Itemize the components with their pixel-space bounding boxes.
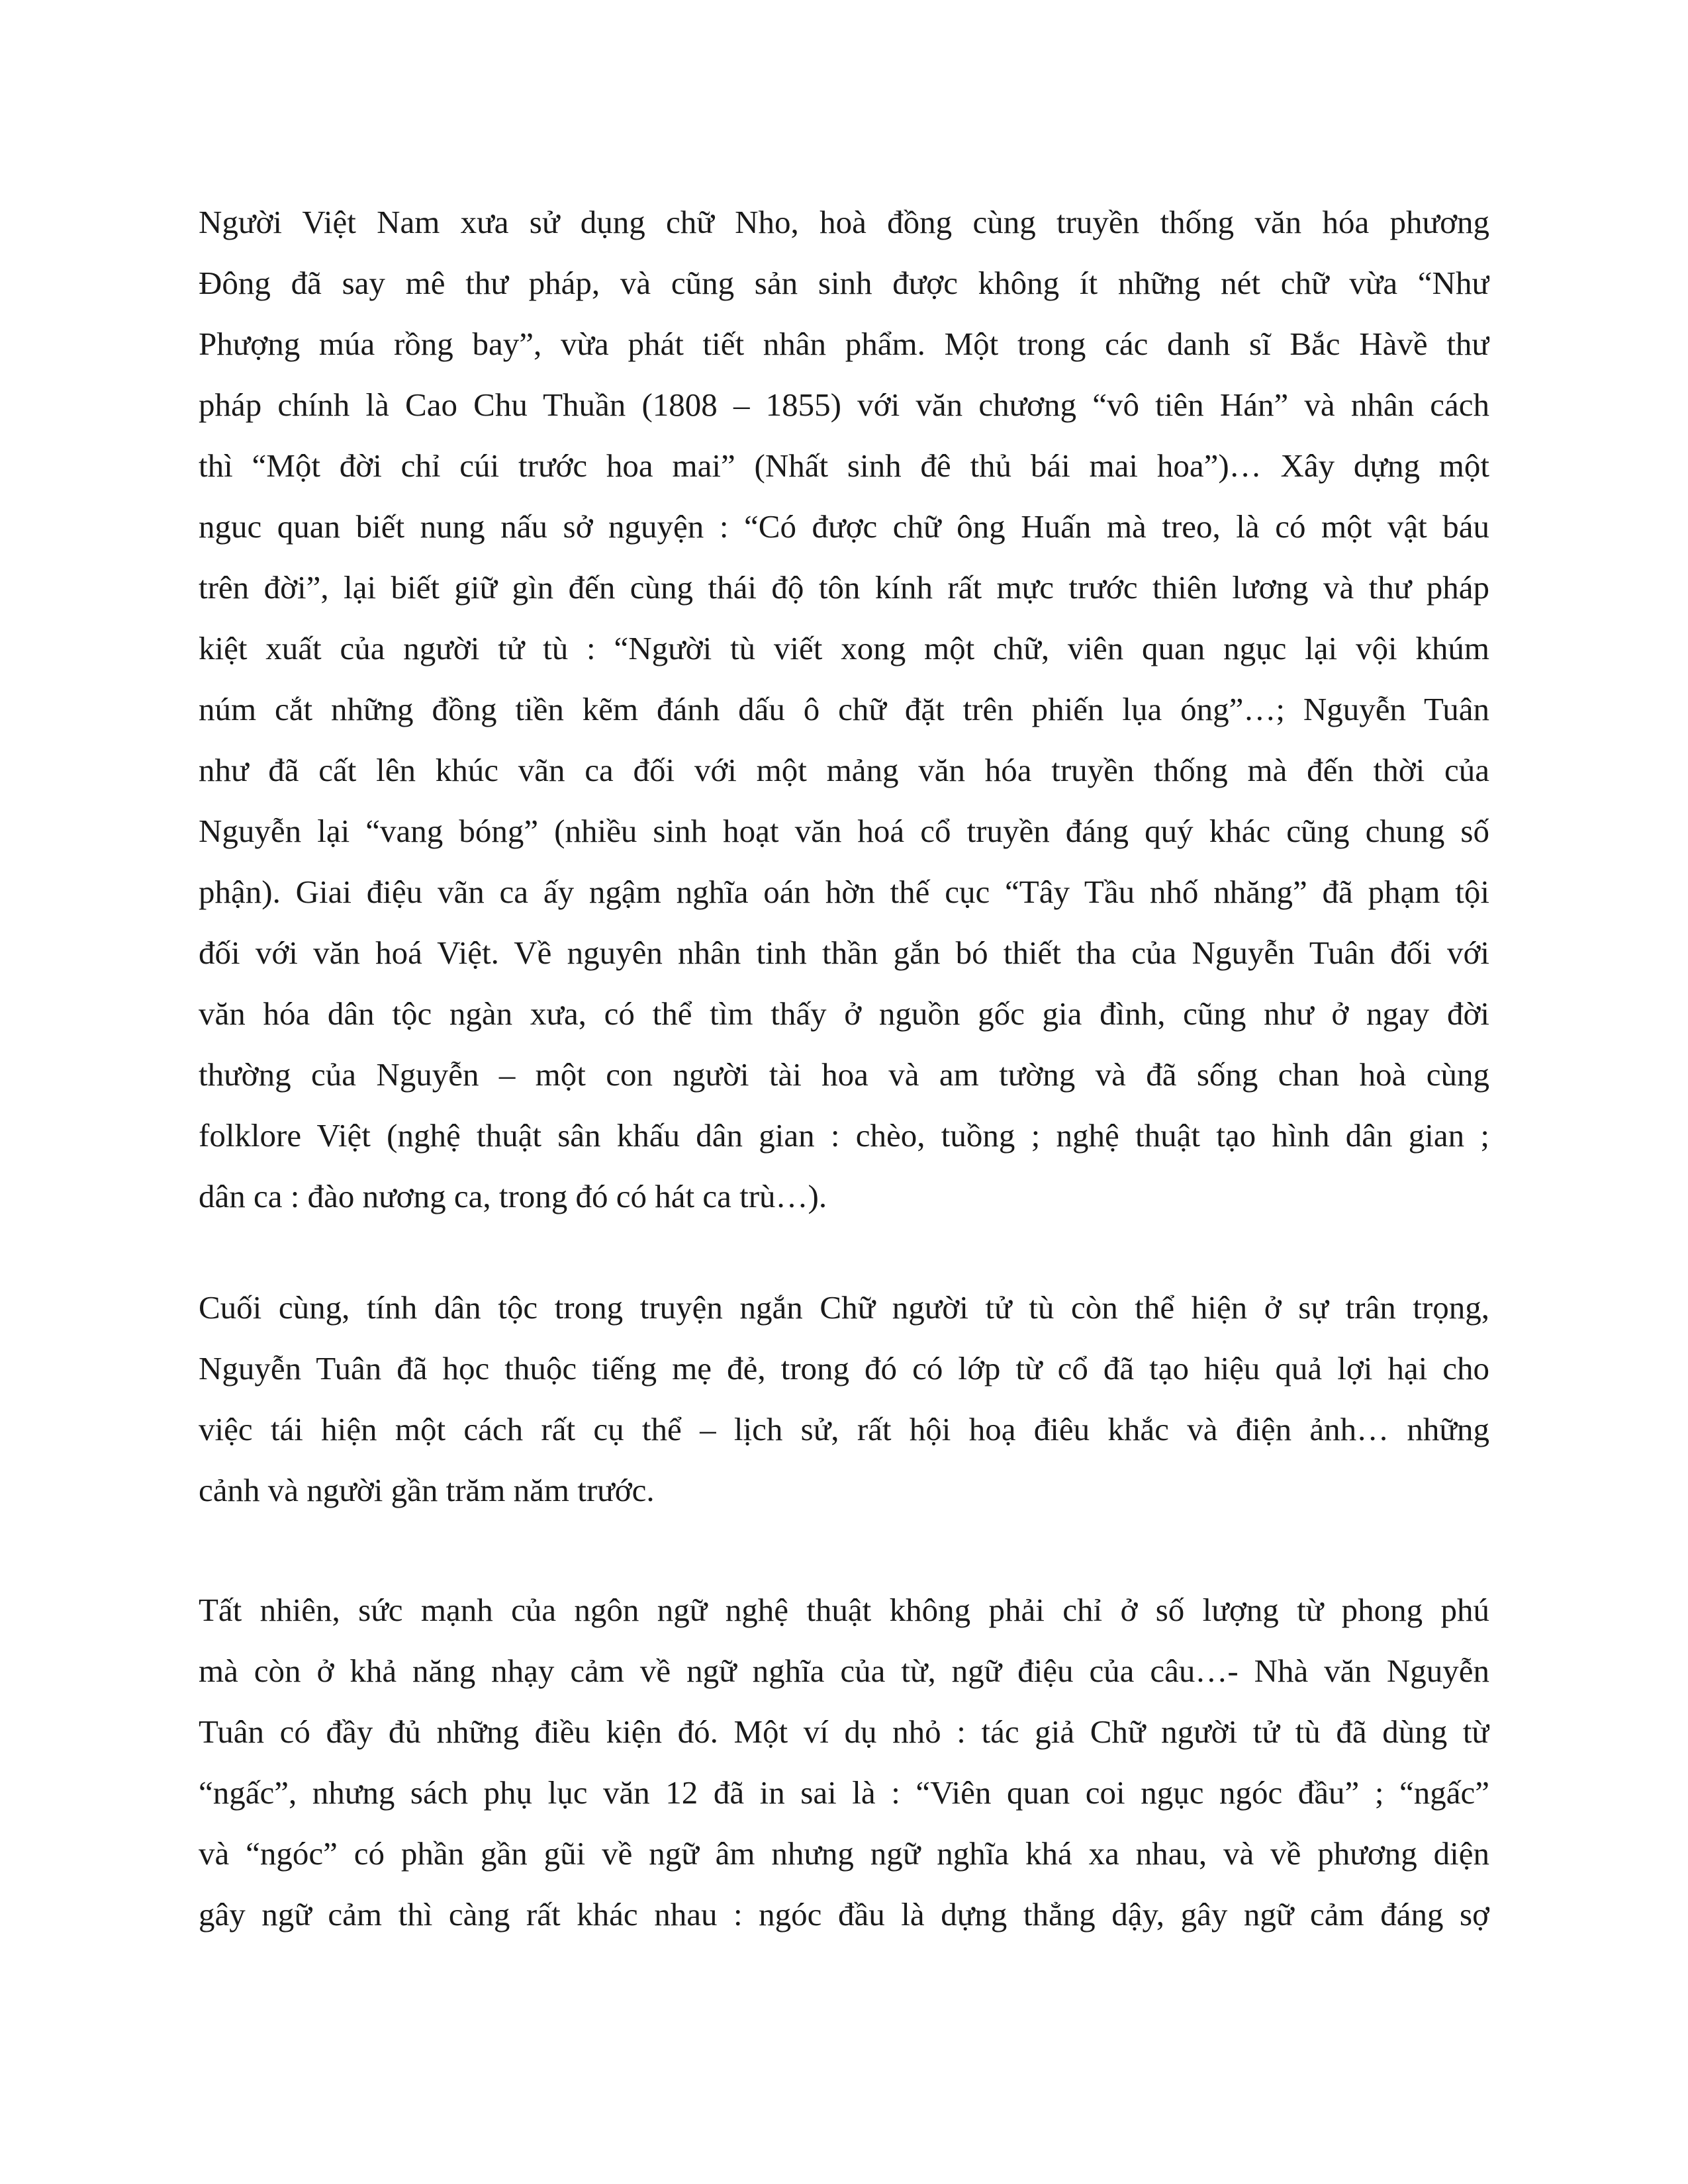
text-line: như đã cất lên khúc vãn ca đối với một mảng văn hóa truyền thống mà đến thời của — [199, 752, 1489, 788]
text-line: thường của Nguyễn – một con người tài hoa và am tường và đã sống chan hoà cùng — [199, 1056, 1489, 1093]
text-line: việc tái hiện một cách rất cụ thể – lịch sử, rất hội hoạ điêu khắc và điện ảnh… những — [199, 1411, 1489, 1447]
text-line: mà còn ở khả năng nhạy cảm về ngữ nghĩa của từ, ngữ điệu của câu…- Nhà văn Nguyễn — [199, 1653, 1489, 1689]
paragraph-1 — [199, 192, 1489, 1227]
paragraph-3 — [199, 1580, 1489, 1945]
text-line: trên đời”, lại biết giữ gìn đến cùng thái độ tôn kính rất mực trước thiên lương và thư pháp — [199, 569, 1489, 606]
text-line: kiệt xuất của người tử tù : “Người tù viết xong một chữ, viên quan ngục lại vội khúm — [199, 630, 1489, 666]
paragraph-2 — [199, 1277, 1489, 1521]
text-line: dân ca : đào nương ca, trong đó có hát ca trù…). — [199, 1178, 827, 1214]
text-line: folklore Việt (nghệ thuật sân khấu dân gian : chèo, tuồng ; nghệ thuật tạo hình dân gian ; — [199, 1117, 1489, 1154]
text-line: Người Việt Nam xưa sử dụng chữ Nho, hoà đồng cùng truyền thống văn hóa phương — [199, 204, 1489, 240]
text-line: phận). Giai điệu vãn ca ấy ngậm nghĩa oán hờn thế cục “Tây Tầu nhố nhăng” đã phạm tội — [199, 874, 1489, 910]
text-line: Nguyễn Tuân đã học thuộc tiếng mẹ đẻ, trong đó có lớp từ cổ đã tạo hiệu quả lợi hại cho — [199, 1350, 1489, 1387]
text-line: văn hóa dân tộc ngàn xưa, có thể tìm thấy ở nguồn gốc gia đình, cũng như ở ngay đời — [199, 995, 1489, 1032]
text-line: gây ngữ cảm thì càng rất khác nhau : ngóc đầu là dựng thẳng dậy, gây ngữ cảm đáng sợ — [199, 1896, 1489, 1933]
text-line: Tuân có đầy đủ những điều kiện đó. Một ví dụ nhỏ : tác giả Chữ người tử tù đã dùng từ — [199, 1713, 1489, 1750]
text-line: pháp chính là Cao Chu Thuần (1808 – 1855) với văn chương “vô tiên Hán” và nhân cách — [199, 387, 1489, 423]
text-line: đối với văn hoá Việt. Về nguyên nhân tinh thần gắn bó thiết tha của Nguyễn Tuân đối với — [199, 934, 1489, 971]
text-line: “ngấc”, nhưng sách phụ lục văn 12 đã in sai là : “Viên quan coi ngục ngóc đầu” ; “ngấc” — [199, 1774, 1489, 1811]
text-line: Phượng múa rồng bay”, vừa phát tiết nhân phẩm. Một trong các danh sĩ Bắc Hàvề thư — [199, 326, 1489, 362]
text-line: núm cắt những đồng tiền kẽm đánh dấu ô chữ đặt trên phiến lụa óng”…; Nguyễn Tuân — [199, 691, 1489, 727]
text-line: và “ngóc” có phần gần gũi về ngữ âm nhưng ngữ nghĩa khá xa nhau, và về phương diện — [199, 1835, 1489, 1872]
text-line: Tất nhiên, sức mạnh của ngôn ngữ nghệ thuật không phải chỉ ở số lượng từ phong phú — [199, 1592, 1489, 1628]
text-line: Cuối cùng, tính dân tộc trong truyện ngắn Chữ người tử tù còn thể hiện ở sự trân trọng, — [199, 1289, 1489, 1326]
text-line: thì “Một đời chỉ cúi trước hoa mai” (Nhất sinh đê thủ bái mai hoa”)… Xây dựng một — [199, 447, 1489, 484]
text-line: cảnh và người gần trăm năm trước. — [199, 1472, 655, 1508]
text-line: nguc quan biết nung nấu sở nguyện : “Có được chữ ông Huấn mà treo, là có một vật báu — [199, 508, 1489, 545]
text-line: Đông đã say mê thư pháp, và cũng sản sinh được không ít những nét chữ vừa “Như — [199, 265, 1489, 301]
text-line: Nguyễn lại “vang bóng” (nhiều sinh hoạt văn hoá cổ truyền đáng quý khác cũng chung số — [199, 813, 1489, 849]
